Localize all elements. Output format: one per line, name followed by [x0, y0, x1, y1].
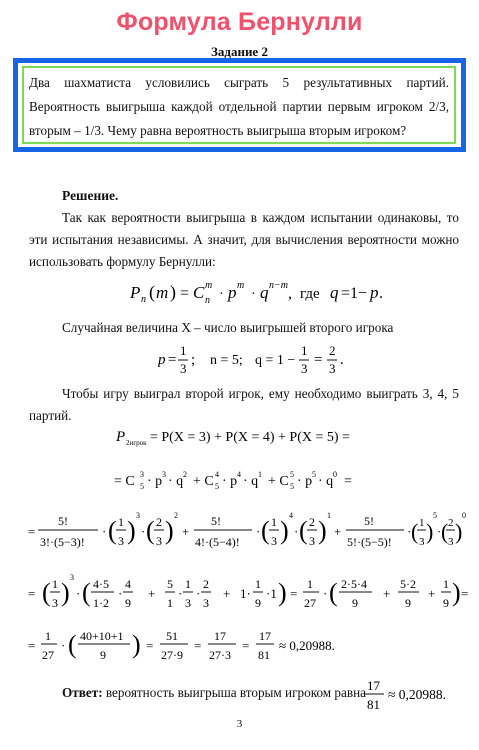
svg-text:+: +	[334, 524, 342, 539]
svg-text:+: +	[182, 524, 190, 539]
svg-text:2: 2	[329, 343, 336, 358]
svg-text:5!: 5!	[58, 514, 68, 528]
svg-text:9: 9	[443, 596, 449, 610]
svg-text:·: ·	[251, 287, 256, 302]
svg-text:m: m	[156, 283, 169, 302]
svg-text:4!·(5−4)!: 4!·(5−4)!	[195, 535, 240, 549]
svg-text:= P(X = 3) + P(X = 4) + P(X =: = P(X = 3) + P(X = 4) + P(X = 5) =	[150, 430, 350, 445]
svg-text:5: 5	[312, 470, 316, 479]
svg-text:0: 0	[462, 511, 466, 520]
svg-text:40+10+1: 40+10+1	[80, 629, 124, 643]
svg-text:=: =	[28, 638, 36, 653]
svg-text:·: ·	[102, 524, 107, 539]
svg-text:+: +	[148, 586, 156, 601]
svg-text:· q: · q	[318, 474, 334, 489]
svg-text:=: =	[290, 586, 298, 601]
svg-text:=: =	[28, 524, 36, 539]
svg-text:1: 1	[118, 515, 124, 529]
svg-text:3: 3	[140, 470, 144, 479]
svg-text:): )	[278, 578, 287, 607]
svg-text:3: 3	[448, 536, 454, 548]
svg-text:3!·(5−3)!: 3!·(5−3)!	[40, 535, 85, 549]
probability-sum-formula	[116, 424, 376, 448]
svg-text:1: 1	[327, 511, 331, 520]
svg-text:4: 4	[215, 470, 219, 479]
svg-text:·: ·	[141, 524, 146, 539]
svg-text:(: (	[411, 519, 419, 544]
svg-text:·: ·	[323, 586, 328, 601]
svg-text:2игрок: 2игрок	[126, 439, 147, 447]
svg-text:(: (	[149, 282, 155, 302]
svg-text:=1−: =1−	[341, 285, 368, 302]
svg-text:= C: = C	[114, 474, 135, 489]
task-text: Два шахматиста условились сыграть 5 результативных партий. Вероятность выигрыша каждой отдельной партии первым игроком 2/3, вторым – 1/3. Чему равна вероятность выигрыша вторым игроком?	[29, 75, 449, 138]
svg-text:0: 0	[333, 470, 337, 479]
svg-text:·: ·	[76, 586, 81, 601]
svg-text:m: m	[237, 280, 245, 291]
svg-text:;: ;	[191, 352, 196, 368]
svg-text:3: 3	[162, 470, 166, 479]
svg-text:q: q	[330, 283, 339, 302]
svg-text:P: P	[116, 429, 126, 445]
svg-text:5: 5	[167, 577, 173, 591]
svg-text:4: 4	[289, 511, 293, 520]
page-number: 3	[236, 718, 243, 730]
svg-text:): )	[165, 516, 174, 545]
svg-text:n: n	[205, 295, 210, 306]
svg-text:(: (	[261, 516, 270, 545]
svg-text:9: 9	[352, 596, 358, 610]
svg-text:≈ 0,20988.: ≈ 0,20988.	[279, 638, 335, 653]
svg-text:5: 5	[290, 470, 294, 479]
svg-text:n−m: n−m	[269, 280, 288, 291]
svg-text:·: ·	[256, 524, 261, 539]
svg-text:17: 17	[214, 629, 226, 643]
svg-text:9: 9	[100, 648, 106, 662]
svg-text:5!: 5!	[364, 514, 374, 528]
svg-text:n = 5;: n = 5;	[210, 353, 243, 368]
svg-text:5: 5	[140, 482, 144, 491]
svg-text:5: 5	[215, 482, 219, 491]
svg-text:1: 1	[45, 629, 51, 643]
svg-text:1: 1	[52, 577, 58, 591]
svg-text:· q: · q	[243, 474, 259, 489]
svg-text:9: 9	[255, 596, 261, 610]
svg-text:27·3: 27·3	[209, 648, 231, 662]
svg-text:(: (	[299, 516, 308, 545]
binomial-terms-formula	[114, 466, 364, 494]
svg-text:): )	[132, 630, 141, 659]
svg-text:3: 3	[203, 596, 209, 610]
svg-text:5!·(5−5)!: 5!·(5−5)!	[347, 535, 392, 549]
svg-text:1: 1	[307, 577, 313, 591]
svg-text:·: ·	[437, 524, 442, 539]
svg-text:2: 2	[309, 515, 315, 529]
svg-text:=: =	[28, 586, 36, 601]
svg-text:5!: 5!	[211, 514, 221, 528]
svg-text:9: 9	[405, 596, 411, 610]
svg-text:1: 1	[258, 470, 262, 479]
svg-text:·: ·	[219, 287, 224, 302]
condition-text: Чтобы игру выиграл второй игрок, ему необходимо выиграть 3, 4, 5 партий.	[29, 386, 459, 423]
svg-text:3: 3	[329, 361, 336, 376]
svg-text:): )	[318, 516, 327, 545]
svg-text:=: =	[194, 638, 202, 653]
svg-text:51: 51	[166, 629, 178, 643]
svg-text:=: =	[344, 474, 352, 489]
svg-text:·: ·	[294, 524, 299, 539]
svg-text:· q: · q	[168, 474, 184, 489]
svg-text:2: 2	[448, 517, 454, 529]
svg-text:=: =	[242, 638, 250, 653]
svg-text:·: ·	[407, 524, 412, 539]
svg-text:3: 3	[136, 511, 140, 520]
svg-text:p: p	[370, 283, 379, 302]
svg-text:5: 5	[290, 482, 294, 491]
svg-text:17: 17	[259, 629, 271, 643]
svg-text:=: =	[180, 285, 190, 302]
svg-text:+: +	[428, 586, 436, 601]
svg-text:≈ 0,20988.: ≈ 0,20988.	[388, 687, 447, 702]
svg-text:q: q	[260, 283, 269, 302]
svg-text:1: 1	[443, 577, 449, 591]
svg-text:): )	[61, 578, 70, 607]
svg-text:+ C: + C	[268, 474, 289, 489]
svg-text:.: .	[379, 285, 383, 302]
svg-text:17: 17	[367, 678, 380, 693]
svg-text:·: ·	[61, 638, 66, 653]
svg-text:1: 1	[419, 517, 425, 529]
svg-text:4: 4	[237, 470, 241, 479]
svg-text:m: m	[205, 280, 213, 291]
svg-text:=: =	[168, 352, 177, 368]
svg-text:3: 3	[156, 534, 162, 548]
svg-text:+: +	[223, 586, 231, 601]
svg-text:3: 3	[301, 361, 308, 376]
svg-text:5·2: 5·2	[400, 577, 416, 591]
svg-text:4·5: 4·5	[93, 577, 109, 591]
svg-text:): )	[170, 282, 176, 302]
svg-text:q = 1 −: q = 1 −	[255, 353, 296, 368]
svg-text:1: 1	[255, 577, 261, 591]
svg-text:): )	[455, 519, 463, 544]
svg-text:· p: · p	[222, 474, 238, 489]
svg-text:(: (	[82, 578, 91, 607]
svg-text:(: (	[42, 578, 51, 607]
svg-text:· p: · p	[297, 474, 313, 489]
svg-text:3: 3	[70, 573, 74, 582]
svg-text:1: 1	[301, 343, 308, 358]
svg-text:.: .	[340, 352, 344, 368]
svg-text:27: 27	[42, 648, 54, 662]
svg-text:27·9: 27·9	[161, 648, 183, 662]
svg-text:1: 1	[271, 515, 277, 529]
svg-text:5: 5	[433, 511, 437, 520]
svg-text:·: ·	[118, 586, 123, 601]
svg-text:): )	[127, 516, 136, 545]
svg-text:): )	[280, 516, 289, 545]
formula-where: где	[300, 286, 320, 302]
page-title: Формула Бернулли	[116, 8, 363, 36]
svg-text:+ C: + C	[193, 474, 214, 489]
svg-text:1: 1	[167, 596, 173, 610]
svg-text:1·: 1·	[240, 586, 251, 601]
answer-label: Ответ:	[62, 685, 103, 700]
final-result-formula	[28, 622, 358, 668]
svg-text:p: p	[158, 352, 166, 368]
answer-line	[62, 685, 366, 701]
svg-text:C: C	[193, 283, 205, 302]
svg-text:P: P	[130, 283, 141, 302]
svg-text:4: 4	[125, 577, 131, 591]
svg-text:2: 2	[156, 515, 162, 529]
solution-heading: Решение.	[62, 188, 119, 203]
svg-text:3: 3	[52, 596, 58, 610]
svg-text:=: =	[314, 352, 323, 368]
svg-text:27: 27	[304, 596, 316, 610]
svg-text:): )	[452, 578, 461, 607]
svg-text:=: =	[146, 638, 154, 653]
svg-text:3: 3	[185, 596, 191, 610]
factorial-expansion-formula	[28, 508, 468, 554]
svg-text:·: ·	[178, 586, 183, 601]
svg-text:+: +	[383, 586, 391, 601]
svg-text:3: 3	[419, 536, 425, 548]
svg-text:(: (	[329, 578, 338, 607]
answer-fraction	[364, 676, 474, 716]
svg-text:1·2: 1·2	[93, 596, 109, 610]
svg-text:2: 2	[183, 470, 187, 479]
svg-text:2: 2	[174, 511, 178, 520]
svg-text:(: (	[146, 516, 155, 545]
svg-text:(: (	[441, 519, 449, 544]
svg-text:2: 2	[203, 577, 209, 591]
svg-text:2·5·4: 2·5·4	[341, 577, 367, 591]
svg-text:81: 81	[258, 648, 270, 662]
svg-text:3: 3	[118, 534, 124, 548]
svg-text:1: 1	[180, 343, 187, 358]
svg-text:·: ·	[196, 586, 201, 601]
solution-intro: Так как вероятности выигрыша в каждом испытании одинаковы, то эти испытания независимы. А значит, для вычисления вероятности можно использовать формулу Бернулли:	[29, 210, 459, 269]
svg-text:81: 81	[367, 697, 380, 712]
svg-text:1: 1	[185, 577, 191, 591]
random-variable-line: Случайная величина X – число выигрышей второго игрока	[62, 320, 394, 335]
parameters-formula	[158, 342, 358, 378]
svg-text:=: =	[461, 586, 468, 601]
answer-text: вероятность выигрыша вторым игроком равна	[105, 685, 367, 700]
svg-text:9: 9	[125, 596, 131, 610]
svg-text:,: ,	[288, 285, 292, 302]
svg-text:(: (	[68, 630, 77, 659]
task-label: Задание 2	[211, 44, 268, 59]
svg-text:· p: · p	[147, 474, 163, 489]
simplified-formula	[28, 570, 468, 616]
svg-text:·1: ·1	[266, 586, 277, 601]
svg-text:3: 3	[309, 534, 315, 548]
svg-text:p: p	[228, 283, 237, 302]
svg-text:3: 3	[271, 534, 277, 548]
svg-text:n: n	[141, 294, 146, 305]
svg-text:(: (	[108, 516, 117, 545]
svg-text:): )	[426, 519, 434, 544]
bernoulli-formula	[130, 276, 390, 308]
svg-text:3: 3	[180, 361, 187, 376]
